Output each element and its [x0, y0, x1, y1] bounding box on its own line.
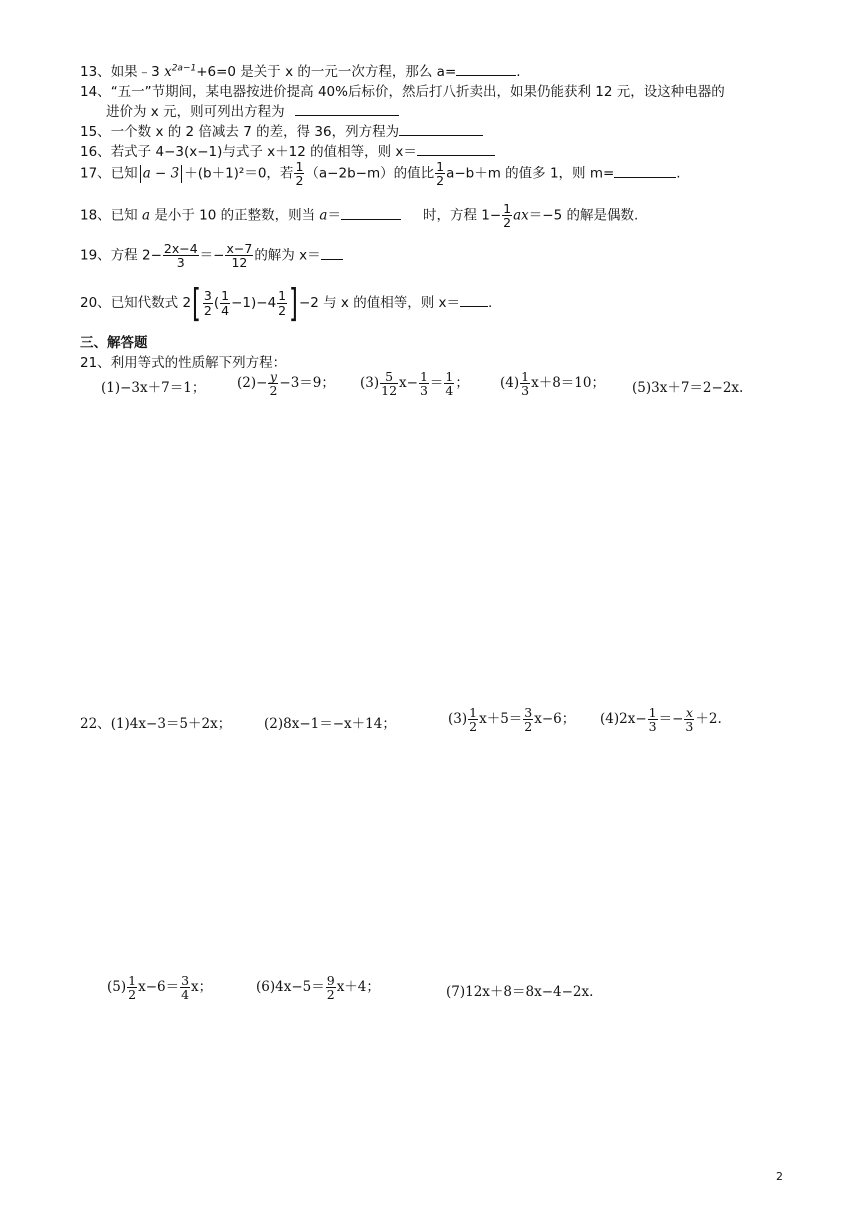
fraction: $\frac{3}{4}$ [181, 973, 190, 1003]
question-number: 13、 [80, 64, 111, 80]
answer-blank [321, 247, 343, 260]
fraction: $\frac{3}{2}$ [524, 705, 533, 735]
left-bracket: [ [192, 281, 201, 325]
fraction: $\frac{1}{2}$ [436, 159, 445, 189]
question-14-line2: 进价为 x 元，则可列出方程为 [106, 100, 399, 120]
section-heading: 三、解答题 [80, 335, 148, 351]
question-number: 14、 [80, 84, 111, 100]
answer-blank [456, 63, 516, 76]
q21-part-3: (3) $\frac{5}{12}$ x− $\frac{1}{3}$ ＝ $\frac{1}{4}$ ； [360, 369, 469, 399]
q21-part-4: (4) $\frac{1}{3}$ x＋8＝10； [500, 369, 605, 399]
answer-blank [295, 103, 399, 116]
question-15: 15、一个数 x 的 2 倍减去 7 的差，得 36，列方程为 [80, 120, 483, 140]
fraction: $\frac{1}{2}$ [469, 705, 478, 735]
answer-blank [417, 143, 495, 156]
q22-part-6: (6)4x−5＝ $\frac{9}{2}$ x＋4； [256, 973, 380, 1003]
fraction: $\frac{3}{2}$ [203, 288, 212, 318]
question-number: 18、 [80, 207, 111, 224]
absolute-bar-right [181, 165, 182, 183]
absolute-bar-left [140, 165, 141, 183]
answer-blank [614, 165, 676, 178]
q21-part-5: (5)3x＋7＝2−2x. [632, 380, 744, 396]
q22-part-7: (7)12x＋8＝8x−4−2x. [446, 984, 594, 1000]
fraction: $\frac{9}{2}$ [326, 973, 335, 1003]
fraction: $\frac{2x-4}{3}$ [163, 241, 198, 271]
fraction: $\frac{1}{3}$ [419, 369, 428, 399]
fraction: $\frac{1}{4}$ [445, 369, 454, 399]
q22-part-2: (2)8x−1＝−x＋14； [264, 716, 396, 732]
question-14: 14、“五一”节期间，某电器按进价提高 40%后标价，然后打八折卖出，如果仍能获利 12 元，设这种电器的 [80, 84, 725, 100]
q22-part-5: (5) $\frac{1}{2}$ x−6＝ $\frac{3}{4}$ x； [107, 973, 213, 1003]
fraction: $\frac{1}{2}$ [503, 201, 512, 231]
fraction: $\frac{1}{3}$ [521, 369, 530, 399]
fraction: $\frac{y}{2}$ [269, 369, 278, 399]
fraction: $\frac{1}{2}$ [128, 973, 137, 1003]
question-21: 21、利用等式的性质解下列方程： [80, 355, 287, 371]
q22-part-3: (3) $\frac{1}{2}$ x＋5＝ $\frac{3}{2}$ x−6； [448, 705, 576, 735]
question-19: 19、方程 2− $\frac{2x-4}{3}$ ＝− $\frac{x-7}{12}$ 的解为 x＝ [80, 242, 343, 269]
question-20: 20、已知代数式 2[ $\frac{3}{2}$ ( $\frac{1}{4}$ −1)−4 $\frac{1}{2}$ ]−2 与 x 的值相等，则 x＝ . [80, 281, 493, 325]
question-18: 18、已知 a 是小于 10 的正整数，则当 a＝ 时，方程 1− $\frac{1}{2}$ ax＝−5 的解是偶数. [80, 201, 639, 231]
question-13: 13、如果﹣3 $x^{2a-1}+6=0$ 是关于 x 的一元一次方程，那么 a= . [80, 63, 521, 80]
page-number: 2 [776, 1170, 783, 1183]
q22-part-4: (4)2x− $\frac{1}{3}$ ＝− $\frac{x}{3}$ ＋2. [600, 705, 722, 735]
fraction: $\frac{1}{4}$ [221, 288, 230, 318]
q21-part-2: (2)− $\frac{y}{2}$ −3＝9； [237, 369, 335, 399]
question-number: 15、 [80, 124, 111, 140]
fraction: $\frac{5}{12}$ [381, 369, 398, 399]
answer-blank [341, 207, 401, 220]
question-number: 17、 [80, 165, 111, 182]
question-number: 21、 [80, 355, 111, 371]
q21-part-1: (1)−3x＋7＝1； [101, 380, 206, 396]
fraction: $\frac{x-7}{12}$ [226, 241, 253, 271]
fraction: $\frac{1}{3}$ [648, 705, 657, 735]
question-number: 22、 [80, 716, 111, 732]
exponent: 2a−1 [171, 63, 197, 74]
question-number: 19、 [80, 247, 111, 264]
question-16: 16、若式子 4−3(x−1)与式子 x＋12 的值相等，则 x＝ [80, 140, 495, 160]
right-bracket: ] [289, 281, 298, 325]
answer-blank [460, 294, 488, 307]
question-number: 20、 [80, 295, 111, 311]
fraction: $\frac{1}{2}$ [278, 288, 287, 318]
answer-blank [399, 123, 483, 136]
question-22-row1: 22、(1)4x−3＝5＋2x； [80, 716, 232, 732]
question-17: 17、已知 a − 3 ＋(b＋1)²＝0，若 $\frac{1}{2}$ （a−2b−m）的值比 $\frac{1}{2}$ a−b＋m 的值多 1，则 m= . [80, 159, 681, 189]
question-number: 16、 [80, 144, 111, 160]
fraction: $\frac{x}{3}$ [685, 705, 694, 735]
fraction: $\frac{1}{2}$ [295, 159, 304, 189]
